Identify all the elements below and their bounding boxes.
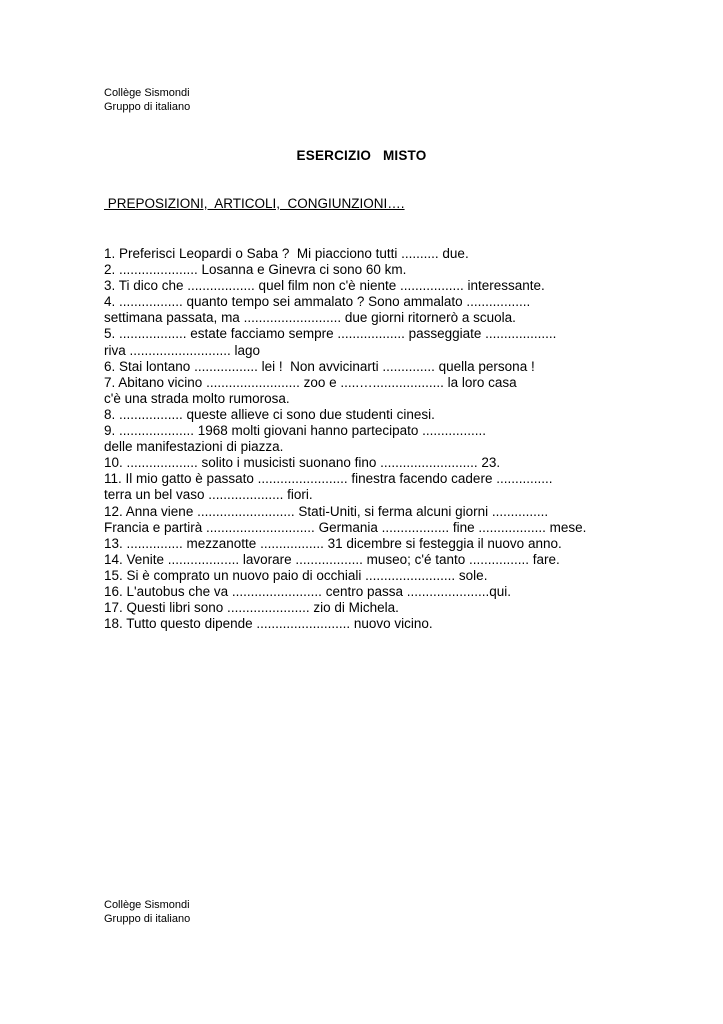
footer-group: Gruppo di italiano bbox=[104, 913, 191, 925]
exercise-line: 12. Anna viene .......................... Stati-Uniti, si ferma alcuni giorni ............... bbox=[104, 503, 549, 519]
exercise-line: riva ........................... lago bbox=[104, 342, 261, 358]
exercise-line: delle manifestazioni di piazza. bbox=[104, 439, 284, 455]
exercise-line: 2. ..................... Losanna e Ginevra ci sono 60 km. bbox=[104, 262, 407, 278]
exercise-subtitle: PREPOSIZIONI, ARTICOLI, CONGIUNZIONI…. bbox=[104, 196, 405, 211]
exercise-line: settimana passata, ma .......................... due giorni ritornerò a scuola. bbox=[104, 310, 516, 326]
header-group: Gruppo di italiano bbox=[104, 101, 191, 113]
exercise-line: 18. Tutto questo dipende ......................... nuovo vicino. bbox=[104, 616, 433, 632]
exercise-line: 15. Si è comprato un nuovo paio di occhiali ........................ sole. bbox=[104, 567, 488, 583]
exercise-line: terra un bel vaso .................... fiori. bbox=[104, 487, 313, 503]
exercise-line: 7. Abitano vicino ......................... zoo e .....…................... la loro casa bbox=[104, 374, 517, 390]
exercise-line: 13. ............... mezzanotte ................. 31 dicembre si festeggia il nuovo anno. bbox=[104, 535, 562, 551]
exercise-line: 5. .................. estate facciamo sempre .................. passeggiate ................... bbox=[104, 326, 557, 342]
exercise-line: 17. Questi libri sono ...................... zio di Michela. bbox=[104, 600, 399, 616]
footer-school: Collège Sismondi bbox=[104, 899, 190, 911]
exercise-list bbox=[104, 246, 704, 632]
exercise-line: 10. ................... solito i musicisti suonano fino .......................... 23. bbox=[104, 455, 501, 471]
exercise-line: c'è una strada molto rumorosa. bbox=[104, 390, 290, 406]
exercise-line: 16. L'autobus che va ........................ centro passa ......................qui. bbox=[104, 583, 512, 599]
exercise-line: 14. Venite ................... lavorare .................. museo; c'é tanto ................ fare. bbox=[104, 551, 560, 567]
exercise-line: 6. Stai lontano ................. lei ! Non avvicinarti .............. quella persona ! bbox=[104, 358, 535, 374]
exercise-line: 8. ................. queste allieve ci sono due studenti cinesi. bbox=[104, 406, 435, 422]
page-header bbox=[104, 86, 190, 114]
exercise-line: 11. Il mio gatto è passato ........................ finestra facendo cadere ............... bbox=[104, 471, 553, 487]
page-footer bbox=[104, 898, 190, 926]
exercise-line: 9. .................... 1968 molti giovani hanno partecipato ................. bbox=[104, 423, 486, 439]
exercise-line: 4. ................. quanto tempo sei ammalato ? Sono ammalato ................. bbox=[104, 294, 531, 310]
exercise-line: 1. Preferisci Leopardi o Saba ? Mi piacciono tutti .......... due. bbox=[104, 246, 469, 261]
header-school: Collège Sismondi bbox=[104, 87, 190, 99]
exercise-title: ESERCIZIO MISTO bbox=[296, 148, 427, 163]
exercise-line: Francia e partirà ............................. Germania .................. fine .................. mese. bbox=[104, 519, 587, 535]
exercise-line: 3. Ti dico che .................. quel film non c'è niente ................. interessante. bbox=[104, 278, 545, 294]
